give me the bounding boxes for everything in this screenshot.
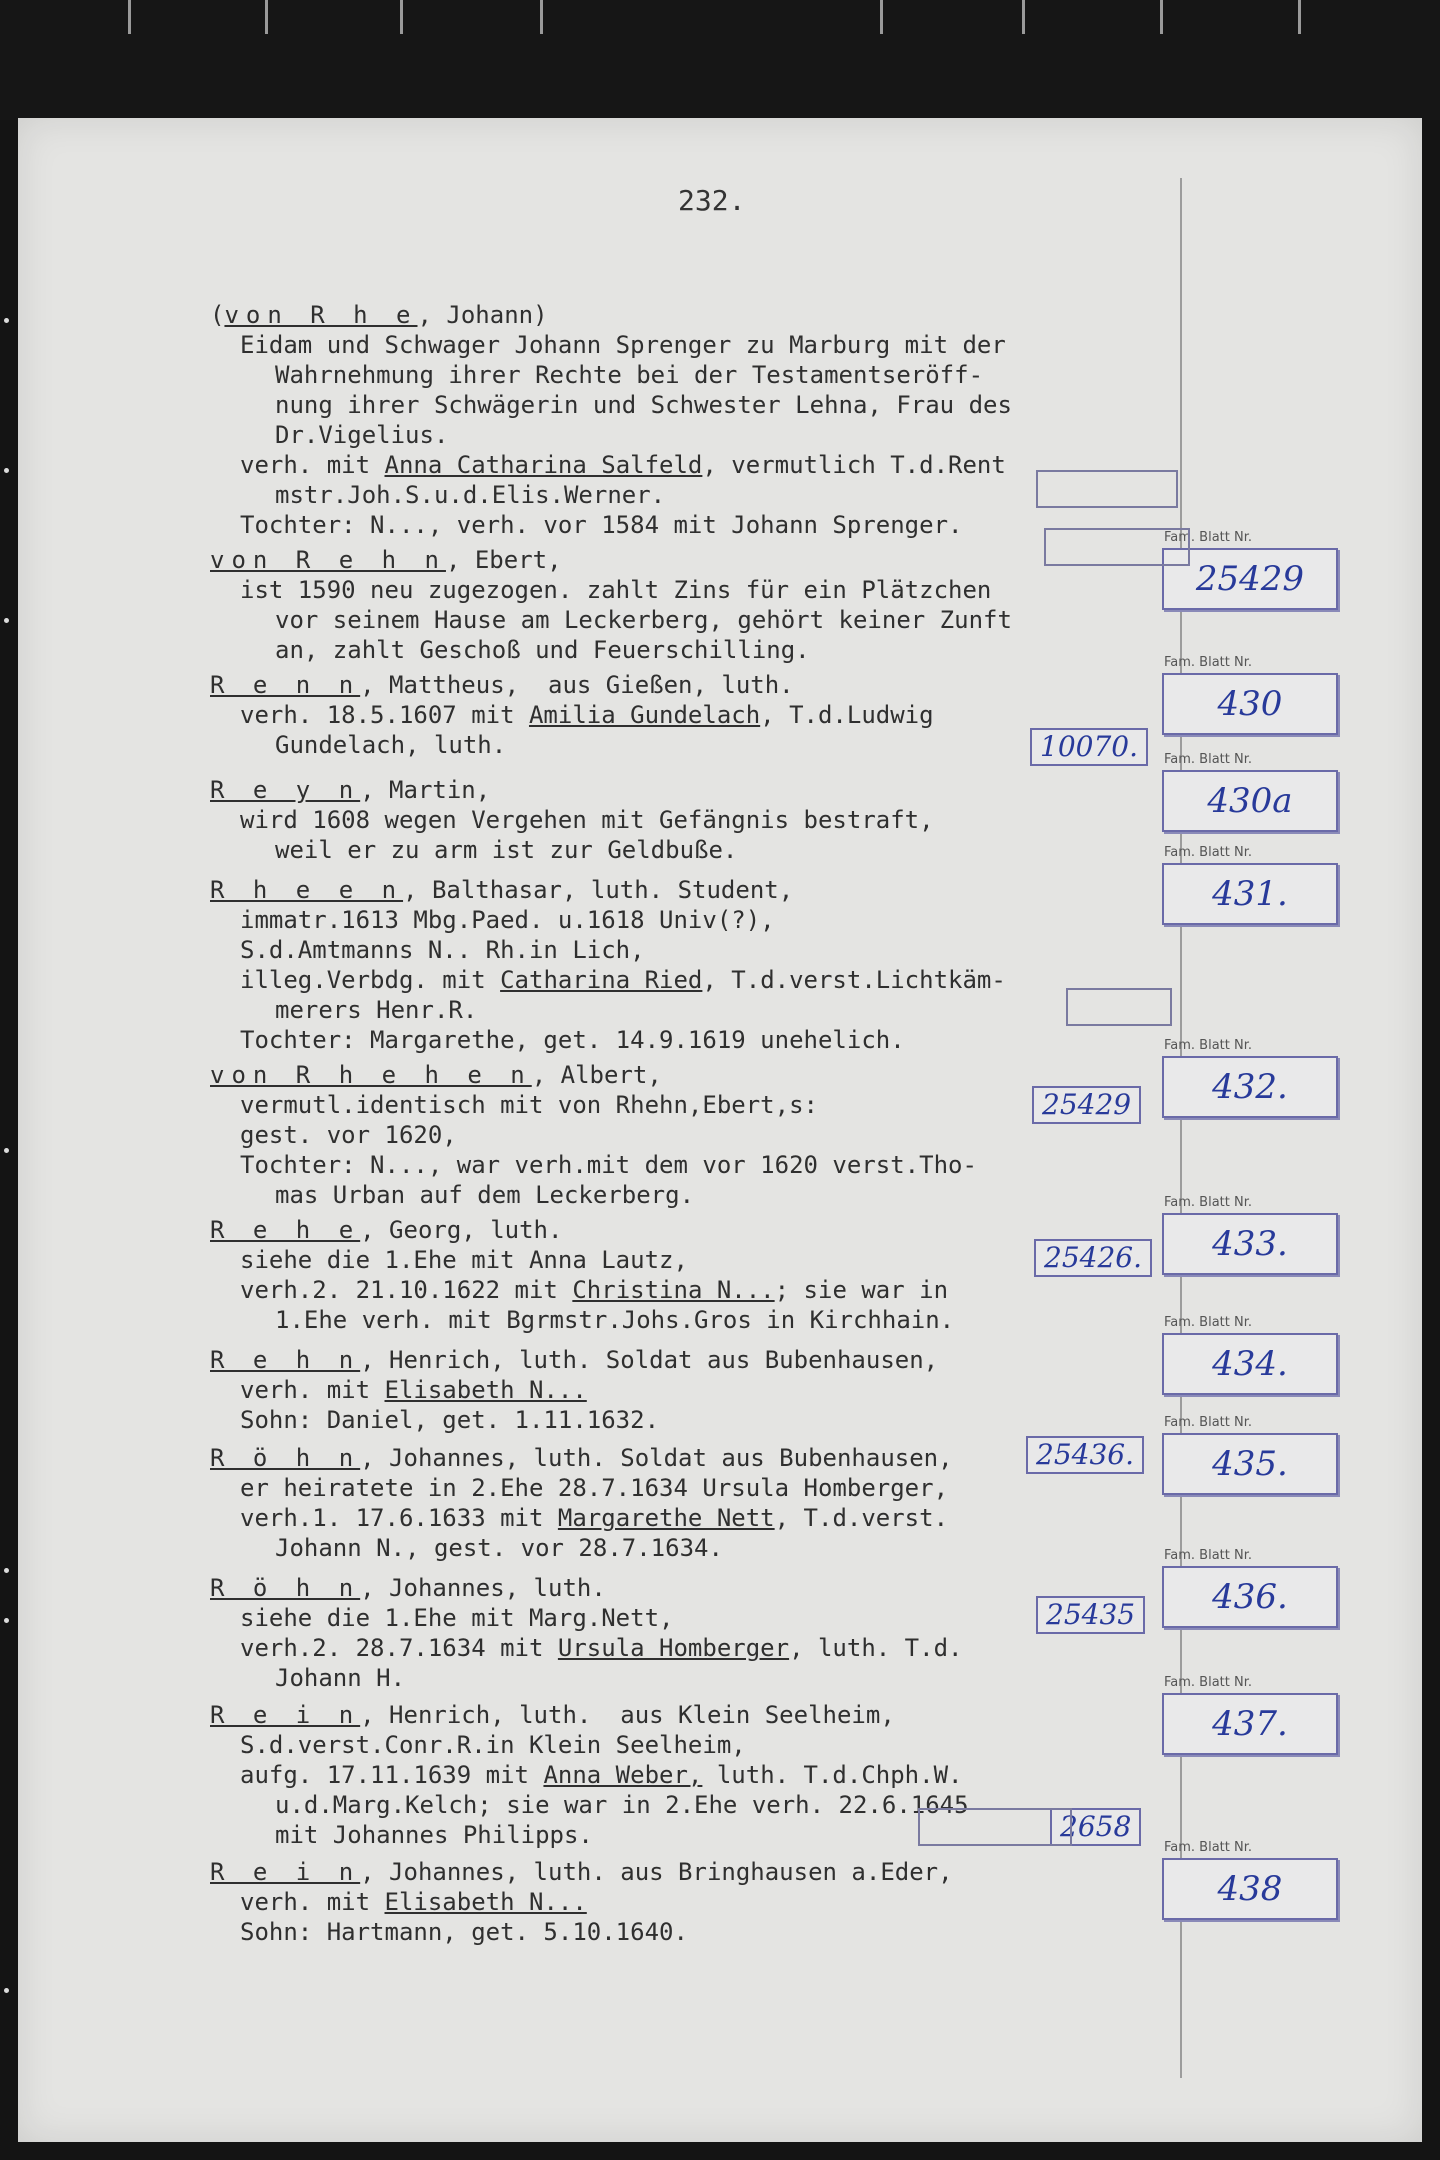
entry-line — [210, 1275, 954, 1305]
reference-number: 25429 — [1032, 1086, 1141, 1124]
entry-line — [210, 1633, 962, 1663]
entry-line — [210, 330, 1012, 360]
fam-card-label: Fam. Blatt Nr. — [1164, 1315, 1253, 1330]
entry-text: wird 1608 wegen Vergehen mit Gefängnis bestraft, — [240, 806, 934, 834]
fam-card-label: Fam. Blatt Nr. — [1164, 1548, 1253, 1563]
entry-surname: von R e h n — [210, 546, 446, 574]
film-dot — [4, 1618, 9, 1623]
entry-text: Tochter: Margarethe, get. 14.9.1619 unehelich. — [240, 1026, 905, 1054]
film-dot — [4, 318, 9, 323]
entry-line — [210, 360, 1012, 390]
entry-line — [210, 995, 1006, 1025]
entry-text: S.d.verst.Conr.R.in Klein Seelheim, — [240, 1731, 746, 1759]
fam-card-number: 438 — [1162, 1858, 1338, 1920]
entry-line — [210, 300, 1012, 330]
film-mark — [1298, 0, 1301, 34]
register-entry — [210, 1700, 969, 1850]
entry-surname: R e i n — [210, 1858, 361, 1886]
entry-line — [210, 510, 1012, 540]
entry-text: ist 1590 neu zugezogen. zahlt Zins für ein Plätzchen — [240, 576, 992, 604]
entry-text: weil er zu arm ist zur Geldbuße. — [275, 836, 738, 864]
entry-text: siehe die 1.Ehe mit Anna Lautz, — [240, 1246, 688, 1274]
entry-surname: R e h e — [210, 1216, 361, 1244]
fam-card — [1162, 845, 1352, 925]
film-mark — [1160, 0, 1163, 34]
entry-line — [210, 1760, 969, 1790]
fam-card-label: Fam. Blatt Nr. — [1164, 530, 1253, 545]
register-entry — [210, 1060, 977, 1210]
entry-text: mit Johannes Philipps. — [275, 1821, 593, 1849]
fam-card — [1162, 1415, 1352, 1495]
entry-text: verh.2. 21.10.1622 mit — [240, 1276, 573, 1304]
entry-line — [210, 835, 934, 865]
film-dot — [4, 468, 9, 473]
entry-text: Tochter: N..., war verh.mit dem vor 1620 verst.Tho- — [240, 1151, 977, 1179]
fam-card — [1162, 1840, 1352, 1920]
empty-stamp-box — [1066, 988, 1172, 1026]
entry-line — [210, 575, 1012, 605]
register-entry — [210, 1573, 962, 1693]
entry-text: Tochter: N..., verh. vor 1584 mit Johann Sprenger. — [240, 511, 963, 539]
entry-surname: von R h e h e n — [210, 1061, 532, 1089]
entry-line — [210, 390, 1012, 420]
entry-text: , Balthasar, luth. Student, — [403, 876, 794, 904]
fam-card-number: 434. — [1162, 1333, 1338, 1395]
reference-number: 25426. — [1034, 1239, 1152, 1277]
fam-card-label: Fam. Blatt Nr. — [1164, 752, 1253, 767]
film-dot — [4, 1148, 9, 1153]
entry-line — [210, 1345, 938, 1375]
fam-card — [1162, 1675, 1352, 1755]
fam-card — [1162, 530, 1352, 610]
fam-card-number: 431. — [1162, 863, 1338, 925]
entry-line — [210, 605, 1012, 635]
entry-line — [210, 1917, 953, 1947]
entry-text: verh.2. 28.7.1634 mit — [240, 1634, 558, 1662]
entry-text: , Henrich, luth. Soldat aus Bubenhausen, — [360, 1346, 939, 1374]
entry-line — [210, 1060, 977, 1090]
film-mark — [128, 0, 131, 34]
reference-number: 25436. — [1026, 1436, 1144, 1474]
entry-line — [210, 935, 1006, 965]
entry-text: u.d.Marg.Kelch; sie war in 2.Ehe verh. 22.6.1645 — [275, 1791, 969, 1819]
spouse-name: Anna Catharina Salfeld — [384, 451, 703, 479]
entry-text: , Johannes, luth. Soldat aus Bubenhausen, — [360, 1444, 953, 1472]
entry-line — [210, 730, 934, 760]
fam-card-number: 430a — [1162, 770, 1338, 832]
entry-text: vor seinem Hause am Leckerberg, gehört keiner Zunft — [275, 606, 1012, 634]
entry-surname: R e i n — [210, 1701, 361, 1729]
entry-surname: R ö h n — [210, 1444, 361, 1472]
fam-card-label: Fam. Blatt Nr. — [1164, 1195, 1253, 1210]
entry-line — [210, 1180, 977, 1210]
register-entry — [210, 775, 934, 865]
fam-card — [1162, 1195, 1352, 1275]
entry-text: Sohn: Daniel, get. 1.11.1632. — [240, 1406, 660, 1434]
fam-card — [1162, 655, 1352, 735]
entry-surname: R h e e n — [210, 876, 404, 904]
entry-text: , Johann) — [417, 301, 548, 329]
entry-surname: R e h n — [210, 1346, 361, 1374]
entry-text: Sohn: Hartmann, get. 5.10.1640. — [240, 1918, 688, 1946]
entry-text: Johann N., gest. vor 28.7.1634. — [275, 1534, 723, 1562]
entry-text: 1.Ehe verh. mit Bgrmstr.Johs.Gros in Kirchhain. — [275, 1306, 955, 1334]
entry-text: an, zahlt Geschoß und Feuerschilling. — [275, 636, 810, 664]
entry-text: mas Urban auf dem Leckerberg. — [275, 1181, 695, 1209]
fam-card — [1162, 1038, 1352, 1118]
fam-card-number: 25429 — [1162, 548, 1338, 610]
fam-card — [1162, 1315, 1352, 1395]
entry-line — [210, 775, 934, 805]
entry-line — [210, 1730, 969, 1760]
entry-line — [210, 1603, 962, 1633]
entry-text: , T.d.verst.Lichtkäm- — [702, 966, 1006, 994]
spouse-name: Elisabeth N... — [384, 1376, 587, 1404]
register-entry — [210, 1345, 938, 1435]
entry-text: S.d.Amtmanns N.. Rh.in Lich, — [240, 936, 645, 964]
entry-text: merers Henr.R. — [275, 996, 478, 1024]
reference-number: 10070. — [1030, 728, 1148, 766]
entry-text: gest. vor 1620, — [240, 1121, 457, 1149]
entry-text: , Ebert, — [445, 546, 562, 574]
entry-text: siehe die 1.Ehe mit Marg.Nett, — [240, 1604, 674, 1632]
empty-stamp-box — [1044, 528, 1190, 566]
entry-text: , Henrich, luth. aus Klein Seelheim, — [360, 1701, 895, 1729]
entry-text: ( — [210, 301, 225, 329]
entry-line — [210, 1025, 1006, 1055]
fam-card-number: 433. — [1162, 1213, 1338, 1275]
entry-line — [210, 1790, 969, 1820]
register-entry — [210, 1215, 954, 1335]
fam-card-label: Fam. Blatt Nr. — [1164, 1675, 1253, 1690]
entry-text: ; sie war in — [774, 1276, 949, 1304]
fam-card-number: 436. — [1162, 1566, 1338, 1628]
entry-line — [210, 450, 1012, 480]
spouse-name: Catharina Ried — [500, 966, 703, 994]
entry-text: verh. mit — [240, 1888, 385, 1916]
film-dot — [4, 1988, 9, 1993]
entry-line — [210, 480, 1012, 510]
entry-line — [210, 965, 1006, 995]
film-mark — [880, 0, 883, 34]
entry-line — [210, 700, 934, 730]
entry-text: , Johannes, luth. — [360, 1574, 606, 1602]
entry-text: Dr.Vigelius. — [275, 421, 449, 449]
entry-line — [210, 1120, 977, 1150]
fam-card-number: 437. — [1162, 1693, 1338, 1755]
entry-text: , Johannes, luth. aus Bringhausen a.Eder, — [360, 1858, 953, 1886]
register-entry — [210, 300, 1012, 540]
margin-rule — [1180, 178, 1182, 2078]
fam-card-number: 430 — [1162, 673, 1338, 735]
fam-card-label: Fam. Blatt Nr. — [1164, 1415, 1253, 1430]
entry-surname: R ö h n — [210, 1574, 361, 1602]
entry-text: er heiratete in 2.Ehe 28.7.1634 Ursula Homberger, — [240, 1474, 949, 1502]
register-entry — [210, 545, 1012, 665]
entry-line — [210, 1700, 969, 1730]
spouse-name: Anna Weber, — [543, 1761, 703, 1789]
entry-line — [210, 1887, 953, 1917]
film-dot — [4, 618, 9, 623]
entry-text: verh. mit — [240, 1376, 385, 1404]
entry-line — [210, 1443, 953, 1473]
fam-card-label: Fam. Blatt Nr. — [1164, 1038, 1253, 1053]
reference-number: 2658 — [1050, 1808, 1141, 1846]
entry-text: verh.1. 17.6.1633 mit — [240, 1504, 558, 1532]
entry-text: , luth. T.d. — [789, 1634, 963, 1662]
entry-line — [210, 1857, 953, 1887]
entry-line — [210, 1150, 977, 1180]
entry-line — [210, 1503, 953, 1533]
entry-text: verh. mit — [240, 451, 385, 479]
empty-stamp-box — [918, 1808, 1072, 1846]
film-dot — [4, 1568, 9, 1573]
register-entry — [210, 1857, 953, 1947]
entry-text: , Albert, — [531, 1061, 662, 1089]
page-number: 232. — [678, 184, 746, 217]
entry-line — [210, 1820, 969, 1850]
entry-line — [210, 1305, 954, 1335]
entry-line — [210, 635, 1012, 665]
fam-card-number: 432. — [1162, 1056, 1338, 1118]
entry-surname: von R h e — [224, 301, 418, 329]
entry-surname: R e y n — [210, 776, 361, 804]
entry-line — [210, 420, 1012, 450]
empty-stamp-box — [1036, 470, 1178, 508]
entry-line — [210, 670, 934, 700]
entry-text: Gundelach, luth. — [275, 731, 507, 759]
entry-line — [210, 1533, 953, 1563]
spouse-name: Ursula Homberger — [557, 1634, 790, 1662]
entry-line — [210, 1473, 953, 1503]
spouse-name: Amilia Gundelach — [528, 701, 761, 729]
spouse-name: Margarethe Nett — [557, 1504, 775, 1532]
fam-card-number: 435. — [1162, 1433, 1338, 1495]
entry-text: vermutl.identisch mit von Rhehn,Ebert,s: — [240, 1091, 818, 1119]
entry-line — [210, 905, 1006, 935]
entry-line — [210, 1573, 962, 1603]
entry-text: , Martin, — [360, 776, 491, 804]
register-entry — [210, 1443, 953, 1563]
entry-text: Eidam und Schwager Johann Sprenger zu Marburg mit der — [240, 331, 1006, 359]
fam-card-label: Fam. Blatt Nr. — [1164, 1840, 1253, 1855]
film-border-top — [0, 0, 1440, 120]
entry-text: nung ihrer Schwägerin und Schwester Lehna, Frau des — [275, 391, 1012, 419]
register-entry — [210, 670, 934, 760]
entry-text: , T.d.Ludwig — [760, 701, 934, 729]
spouse-name: Elisabeth N... — [384, 1888, 587, 1916]
entry-line — [210, 1245, 954, 1275]
entry-text: , Georg, luth. — [360, 1216, 563, 1244]
spouse-name: Christina N... — [572, 1276, 775, 1304]
reference-number: 25435 — [1036, 1596, 1145, 1634]
entry-line — [210, 1663, 962, 1693]
fam-card-label: Fam. Blatt Nr. — [1164, 845, 1253, 860]
entry-text: aufg. 17.11.1639 mit — [240, 1761, 544, 1789]
entry-line — [210, 1405, 938, 1435]
fam-card — [1162, 752, 1352, 832]
fam-card-label: Fam. Blatt Nr. — [1164, 655, 1253, 670]
entry-surname: R e n n — [210, 671, 361, 699]
entry-text: Wahrnehmung ihrer Rechte bei der Testamentseröff- — [275, 361, 984, 389]
entry-text: mstr.Joh.S.u.d.Elis.Werner. — [275, 481, 666, 509]
film-mark — [540, 0, 543, 34]
fam-card — [1162, 1548, 1352, 1628]
film-mark — [265, 0, 268, 34]
entry-text: immatr.1613 Mbg.Paed. u.1618 Univ(?), — [240, 906, 775, 934]
entry-line — [210, 1090, 977, 1120]
entry-text: illeg.Verbdg. mit — [240, 966, 501, 994]
entry-text: , vermutlich T.d.Rent — [702, 451, 1006, 479]
entry-text: , Mattheus, aus Gießen, luth. — [360, 671, 794, 699]
film-mark — [400, 0, 403, 34]
film-mark — [1022, 0, 1025, 34]
entry-text: , T.d.verst. — [774, 1504, 949, 1532]
entry-line — [210, 1215, 954, 1245]
entry-line — [210, 805, 934, 835]
entry-line — [210, 1375, 938, 1405]
entry-text: luth. T.d.Chph.W. — [702, 1761, 963, 1789]
entry-line — [210, 545, 1012, 575]
entry-line — [210, 875, 1006, 905]
entry-text: verh. 18.5.1607 mit — [240, 701, 529, 729]
register-entry — [210, 875, 1006, 1055]
entry-text: Johann H. — [275, 1664, 406, 1692]
